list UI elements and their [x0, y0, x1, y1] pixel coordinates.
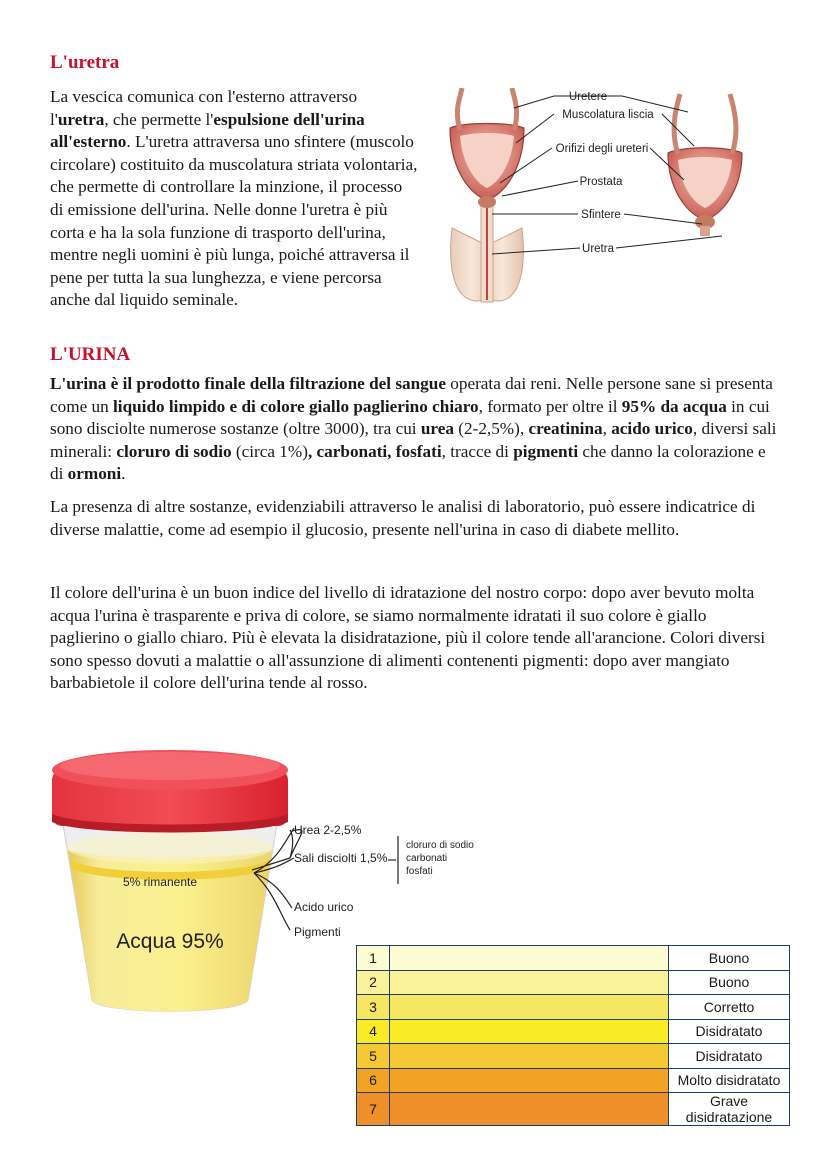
bold-text: ormoni — [67, 464, 122, 484]
scale-row — [357, 970, 790, 995]
scale-number: 7 — [357, 1093, 390, 1126]
scale-status: Disidratato — [669, 1019, 790, 1044]
label-uretere: Uretere — [568, 91, 608, 103]
bold-text: 95% da acqua — [621, 396, 727, 416]
text-run: , diversi sali minerali: — [50, 419, 777, 461]
scale-row — [357, 1044, 790, 1069]
bold-text: acido urico — [611, 419, 693, 439]
bold-text: L'urina è il prodotto finale della filtrazione del sangue — [50, 374, 446, 393]
text-run: che danno la colorazione e di — [50, 441, 766, 484]
scale-color-swatch — [390, 1068, 669, 1093]
label-carbonati: carbonati — [406, 853, 448, 864]
scale-row — [357, 1068, 790, 1093]
text-run: , tracce di — [441, 441, 514, 461]
text-run: La vescica comunica con l'esterno attraverso l' — [50, 87, 358, 129]
scale-row — [357, 946, 790, 971]
scale-row — [357, 1093, 790, 1126]
text-run: (circa 1%) — [231, 441, 308, 461]
bold-text: pigmenti — [513, 441, 579, 461]
bold-text: creatinina — [528, 419, 603, 439]
bold-text: liquido limpido e di colore giallo paglierino chiaro — [113, 396, 479, 416]
label-muscolatura-liscia: Muscolatura liscia — [562, 109, 654, 121]
bold-text: , carbonati, fosfati — [307, 441, 442, 461]
scale-status: Grave disidratazione — [669, 1093, 790, 1126]
label-orifizi-ureteri: Orifizi degli ureteri — [555, 143, 649, 155]
text-run: operata dai reni. Nelle persone sane si presenta come un — [50, 374, 773, 416]
section-title-uretra: L'uretra — [50, 52, 120, 73]
text-run: . — [121, 464, 126, 484]
label-urea: Urea 2-2,5% — [294, 823, 362, 837]
label-prostata: Prostata — [579, 176, 623, 188]
text-run: (2-2,5%), — [453, 419, 529, 439]
urina-paragraph-1 — [50, 373, 778, 486]
scale-number: 3 — [357, 995, 390, 1020]
label-rimanente: 5% rimanente — [122, 875, 198, 889]
label-cloruro: cloruro di sodio — [406, 840, 474, 851]
scale-color-swatch — [390, 1019, 669, 1044]
scale-color-swatch — [390, 946, 669, 971]
uretra-paragraph — [50, 86, 418, 312]
scale-number: 2 — [357, 970, 390, 995]
scale-number: 1 — [357, 946, 390, 971]
label-acido-urico: Acido urico — [294, 900, 354, 914]
text-run: , che permette l' — [104, 109, 214, 129]
urina-paragraph-3: Il colore dell'urina è un buon indice del livello di idratazione del nostro corpo: dopo aver bevuto molta acqua l'urina è trasparente e priva di colore, se siamo normalmente idratati il suo colore è giallo paglierino o giallo chiaro. Più è elevata la disidratazione, più il colore tende all'arancione. Colori diversi sono spesso dovuti a malattie o all'assunzione di alimenti contenenti pigmenti: dopo aver mangiato barbabietole il colore dell'urina tende al rosso. — [50, 583, 766, 693]
label-uretra: Uretra — [582, 243, 614, 255]
section-title-urina: L'URINA — [50, 344, 131, 365]
label-pigmenti: Pigmenti — [294, 925, 341, 939]
scale-number: 4 — [357, 1019, 390, 1044]
text-run: in cui sono disciolte numerose sostanze (oltre 3000), tra cui — [50, 396, 770, 439]
bold-text: cloruro di sodio — [116, 441, 232, 461]
scale-color-swatch — [390, 1093, 669, 1126]
scale-number: 5 — [357, 1044, 390, 1069]
label-sali: Sali disciolti 1,5% — [294, 851, 388, 865]
scale-color-swatch — [390, 970, 669, 995]
urinary-anatomy-diagram — [430, 88, 800, 310]
scale-status: Corretto — [669, 995, 790, 1020]
scale-color-swatch — [390, 995, 669, 1020]
scale-color-swatch — [390, 1044, 669, 1069]
scale-status: Molto disidratato — [669, 1068, 790, 1093]
text-run: , — [602, 419, 612, 439]
hydration-scale-table — [356, 945, 790, 1126]
scale-row — [357, 1019, 790, 1044]
bold-text: uretra — [57, 109, 105, 129]
label-acqua: Acqua 95% — [116, 930, 224, 953]
text-run: . L'uretra attraversa uno sfintere (muscolo circolare) costituito da muscolatura striata volontaria, che permette di controllare la minzione, il processo di emissione dell'urina. Nelle donne l'uretra è più corta e ha la sola funzione di trasporto dell'urina, mentre negli uomini è più lunga, poiché attraversa il pene per tutta la sua lunghezza, e viene percorsa anche dal liquido seminale. — [50, 132, 418, 310]
urina-paragraph-2: La presenza di altre sostanze, evidenziabili attraverso le analisi di laboratorio, può essere indicatrice di diverse malattie, come ad esempio il glucosio, presente nell'urina in caso di diabete mellito. — [50, 497, 756, 539]
scale-status: Buono — [669, 970, 790, 995]
scale-number: 6 — [357, 1068, 390, 1093]
label-fosfati: fosfati — [406, 866, 433, 877]
scale-status: Disidratato — [669, 1044, 790, 1069]
bold-text: urea — [420, 419, 454, 439]
scale-row — [357, 995, 790, 1020]
bold-text: espulsione dell'urina all'esterno — [50, 109, 365, 152]
text-run: , formato per oltre il — [478, 396, 622, 416]
label-sfintere: Sfintere — [581, 209, 621, 221]
left-bladder-figure — [450, 88, 524, 302]
right-bladder-figure — [668, 94, 742, 236]
scale-status: Buono — [669, 946, 790, 971]
